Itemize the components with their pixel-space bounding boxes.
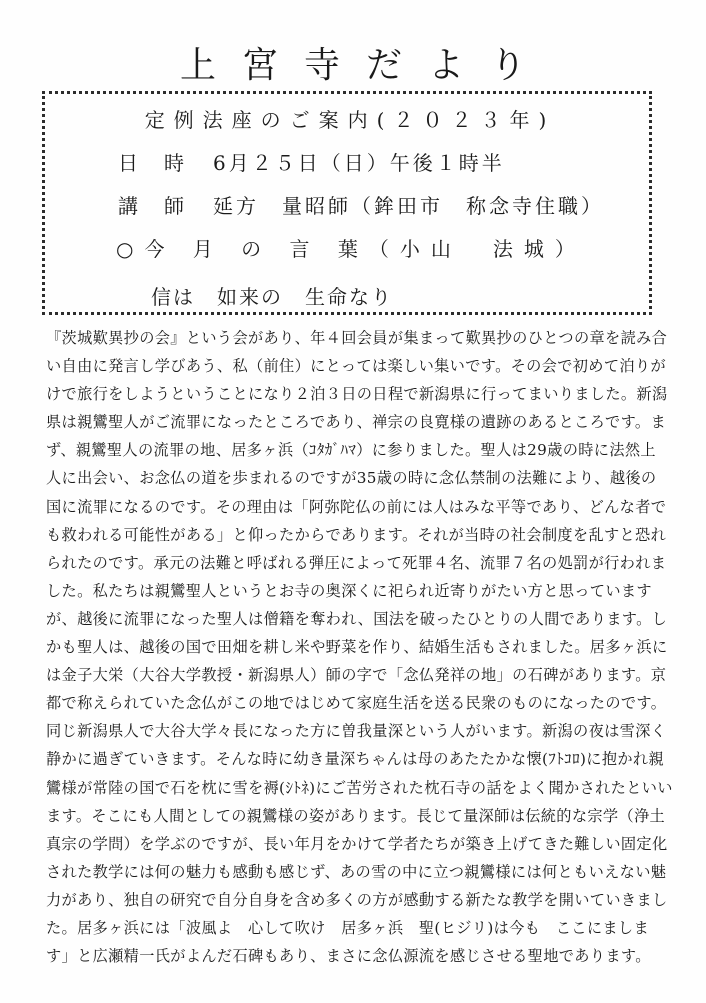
date-value: 6月２５日（日）午後１時半: [213, 151, 505, 175]
article-line: けで旅行をしようということになり２泊３日の日程で新潟県に行ってまいりました。新潟: [46, 385, 668, 404]
article-line: も救われる可能性がある」と仰ったからであります。それが当時の社会制度を乱すと恐れ: [46, 525, 667, 544]
article-line: 『茨城歎異抄の会』という会があり、年４回会員が集まって歎異抄のひとつの章を読み合: [46, 329, 668, 347]
article-line: 国に流罪になるのです。その理由は「阿弥陀仏の前には人はみな平等であり、どんな者で: [46, 497, 667, 516]
article-line: す」と広瀬精一氏がよんだ石碑もあり、まさに念仏源流を感じさせる聖地であります。: [46, 947, 651, 966]
date-label: 日時: [118, 151, 210, 175]
dharma-meeting-notice-box: [42, 91, 652, 315]
article-line: 県は親鸞聖人がご流罪になったところであり、禅宗の良寛様の遺跡のあるところです。ま: [46, 413, 666, 432]
article-line: 力があり、独自の研究で自分自身を含め多くの方が感動する新たな教学を開いていきまし: [46, 890, 668, 909]
article-line: 都で称えられていた念仏がこの地ではじめて家庭生活を送る民衆のものになったのです。: [46, 694, 667, 713]
article-line: した。私たちは親鸞聖人というとお寺の奥深くに祀られ近寄りがたい方と思っています: [46, 581, 652, 600]
article-body: [46, 324, 682, 970]
article-line: い自由に発言し学びあう、私（前住）にとっては楽しい集いです。その会で初めて泊りが: [46, 357, 666, 376]
article-line: 人に出会い、お念仏の道を歩まれるのですが35歳の時に念仏禁制の法難により、越後の: [46, 469, 657, 488]
notice-heading: 定例法座のご案内(２０２３年): [144, 108, 556, 132]
article-line: 同じ新潟県人で大谷大学々長になった方に曽我量深という人がいます。新潟の夜は雪深く: [46, 722, 667, 741]
article-line: 静かに過ぎていきます。そんな時に幼き量深ちゃんは母のあたたかな懐(ﾌﾄｺﾛ)に抱かれ親: [46, 750, 664, 769]
words-of-month-quote: 信は 如来の 生命なり: [151, 285, 393, 309]
article-line: ず、親鸞聖人の流罪の地、居多ヶ浜（ｺﾀｶﾞﾊﾏ）に参りました。聖人は29歳の時に法然上: [46, 441, 656, 460]
article-line: 鸞様が常陸の国で石を枕に雪を褥(ｼﾄﾈ)にご苦労された枕石寺の話をよく聞かされたといい: [46, 778, 673, 797]
article-line: が、越後に流罪になった聖人は僧籍を奪われ、国法を破ったひとりの人間であります。し: [46, 609, 668, 628]
lecturer-label: 講師: [118, 194, 210, 218]
lecturer-value: 延方 量昭師（鉾田市 称念寺住職）: [213, 194, 604, 218]
article-line: かも聖人は、越後の国で田畑を耕し米や野菜を作り、結婚生活もされました。居多ヶ浜に: [46, 638, 668, 657]
article-line: された教学には何の魅力も感動も感じず、あの雪の中に立つ親鸞様には何ともいえない魅: [46, 862, 667, 881]
article-line: られたのです。承元の法難と呼ばれる弾圧によって死罪４名、流罪７名の処罰が行われま: [46, 553, 667, 572]
article-line: は金子大栄（大谷大学教授・新潟県人）師の字で「念仏発祥の地」の石碑があります。京: [46, 666, 667, 685]
article-line: ます。そこにも人間としての親鸞様の姿があります。長じて量深師は伝統的な宗学（浄土: [46, 806, 666, 825]
article-line: た。居多ヶ浜には「波風よ 心して吹け 居多ヶ浜 聖(ヒジリ)は今も ここにましま: [46, 918, 649, 937]
newsletter-title: 上宮寺だより: [179, 45, 552, 86]
words-of-month-heading: ○今 月 の 言 葉（小山 法城）: [116, 237, 586, 261]
article-line: 真宗の学問）を学ぶのですが、長い年月をかけて学者たちが築き上げてきた難しい固定化: [46, 834, 668, 853]
